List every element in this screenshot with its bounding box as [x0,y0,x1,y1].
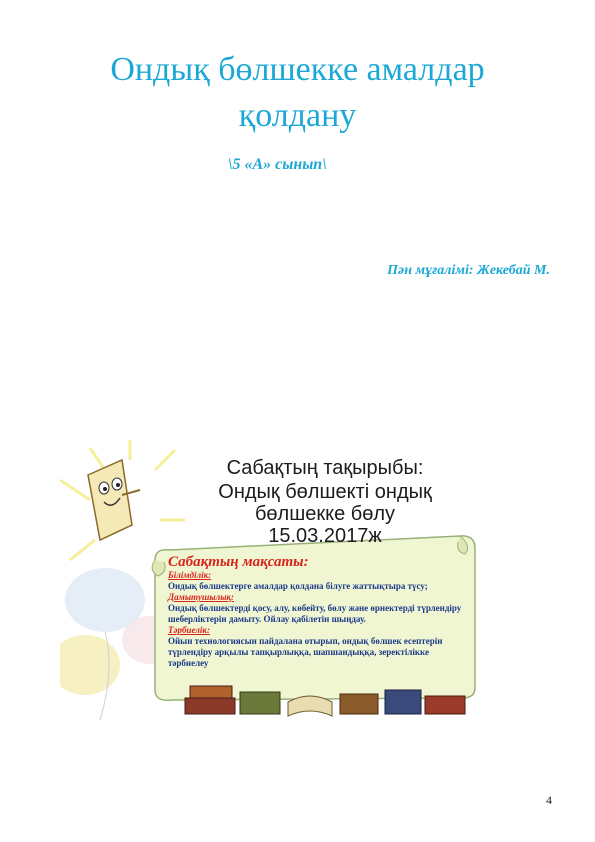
slide-date: 15.03.2017ж [268,525,382,547]
slide-topic-heading: Сабақтың тақырыбы: [226,457,424,479]
goal-label: Тәрбиелік: [168,625,210,635]
class-subtitle: \5 «А» сынып\ [228,156,327,173]
goal-label: Дамытушылық: [168,592,234,602]
lesson-goals [168,554,468,669]
slide-topic-line2: бөлшекке бөлу [254,503,396,525]
document-title-line1: Ондық бөлшекке амалдар [110,51,485,88]
goals-heading: Сабақтың мақсаты: [168,554,309,570]
document-title-line2: қолдану [238,97,357,134]
goal-text: Ондық бөлшектерді қосу, алу, көбейту, бөлу және өрнектерді түрлендіру шеберліктерін дамыту. Ойлау қабілетін шыңдау. [168,603,462,624]
goal-label: Білімділік: [168,570,212,580]
goal-text: Ойын технологиясын пайдалана отырып, ондық бөлшек есептерін түрлендіру арқылы тапқырлыққа, шапшандыққа, зеректілікке тәрбиелеу [168,636,443,668]
lesson-slide-image [60,440,500,740]
teacher-name: Пән мұғалімі: Жекебай М. [387,263,550,278]
paper-character-icon [88,460,140,540]
balloon-yellow [60,635,120,695]
goal-text: Ондық бөлшектерге амалдар қолдана білуге жаттықтыра түсу; [168,581,428,591]
page-number: 4 [546,793,552,807]
slide-topic-line1: Ондық бөлшекті ондық [218,481,432,503]
